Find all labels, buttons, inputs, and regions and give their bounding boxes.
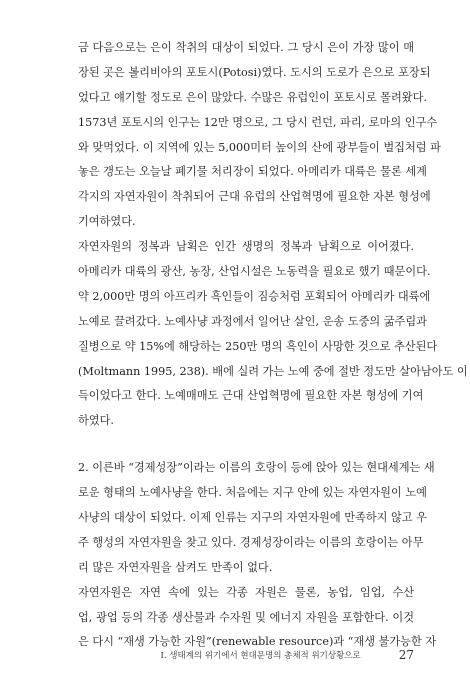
text-line: 각지의 자연자원이 착취되어 근대 유럽의 산업혁명에 필요한 자본 형성에 (78, 190, 431, 204)
text-line: 자연자원의 정복과 남획은 인간 생명의 정복과 남획으로 이어졌다. (78, 240, 414, 254)
text-line: 하였다. (78, 414, 114, 428)
text-line: 은 다시 “재생 가능한 자원”(renewable resource)과 “재생 불가능한 자 (78, 635, 437, 649)
text-line: (Moltmann 1995, 238). 배에 실려 가는 노예 중에 절반 정도만 살아남아도 이 (78, 364, 468, 378)
text-line: 2. 이른바 “경제성장”이라는 이름의 호랑이 등에 앉아 있는 현대세계는 새 (78, 461, 435, 475)
text-line: 놓은 갱도는 오늘날 폐기물 처리장이 되었다. 아메리카 대륙은 물론 세계 (78, 165, 427, 179)
text-line: 약 2,000만 명의 아프리카 흑인들이 짐승처럼 포획되어 아메리카 대륙에 (78, 289, 431, 303)
paragraph-4 (78, 581, 437, 656)
paragraph-1 (78, 36, 441, 235)
text-line: 로운 형태의 노예사냥을 한다. 처음에는 지구 안에 있는 자연자원이 노예 (78, 486, 427, 500)
text-line: 업, 광업 등의 각종 생산물과 수자원 및 에너지 자원을 포함한다. 이것 (78, 610, 414, 624)
page-number: 27 (398, 648, 414, 662)
text-line: 금 다음으로는 은이 착취의 대상이 되었다. 그 당시 은이 가장 많이 매 (78, 41, 414, 54)
text-line: 노예로 끌려갔다. 노예사냥 과정에서 일어난 살인, 운송 도중의 굶주림과 (78, 314, 427, 328)
text-line: 사냥의 대상이 되었다. 이제 인류는 지구의 자연자원에 만족하지 않고 우 (78, 511, 427, 525)
page-footer (78, 647, 414, 663)
body-text (78, 36, 468, 655)
paragraph-3 (78, 456, 435, 580)
text-line: 득이었다고 한다. 노예매매도 근대 산업혁명에 필요한 자본 형성에 기여 (78, 389, 424, 403)
text-line: 질병으로 약 15%에 해당하는 250만 명의 흑인이 사망한 것으로 추산된다 (78, 339, 438, 353)
text-line: 리 많은 자연자원을 삼켜도 만족이 없다. (78, 560, 273, 574)
section-gap (78, 434, 414, 456)
text-line: 장된 곳은 볼리비아의 포토시(Potosi)였다. 도시의 도로가 은으로 포장되 (78, 65, 431, 79)
text-line: 주 행성의 자연자원을 찾고 있다. 경제성장이라는 이름의 호랑이는 아무 (78, 535, 424, 549)
text-line: 자연자원은 자연 속에 있는 각종 자원은 물론, 농업, 임업, 수산 (78, 585, 414, 599)
paragraph-2 (78, 235, 468, 434)
text-line: 기여하였다. (78, 215, 136, 229)
running-head: I. 생태계의 위기에서 현대문명의 총체적 위기상황으로 (160, 651, 361, 661)
text-line: 었다고 얘기할 정도로 은이 많았다. 수많은 유럽인이 포토시로 몰려왔다. (78, 90, 427, 104)
text-line: 1573년 포토시의 인구는 12만 명으로, 그 당시 런던, 파리, 로마의 인구수 (78, 115, 438, 129)
text-line: 아메리카 대륙의 광산, 농장, 산업시설은 노동력을 필요로 했기 때문이다. (78, 265, 431, 279)
text-line: 와 맞먹었다. 이 지역에 있는 5,000미터 높이의 산에 광부들이 벌집처럼 파 (78, 140, 441, 154)
